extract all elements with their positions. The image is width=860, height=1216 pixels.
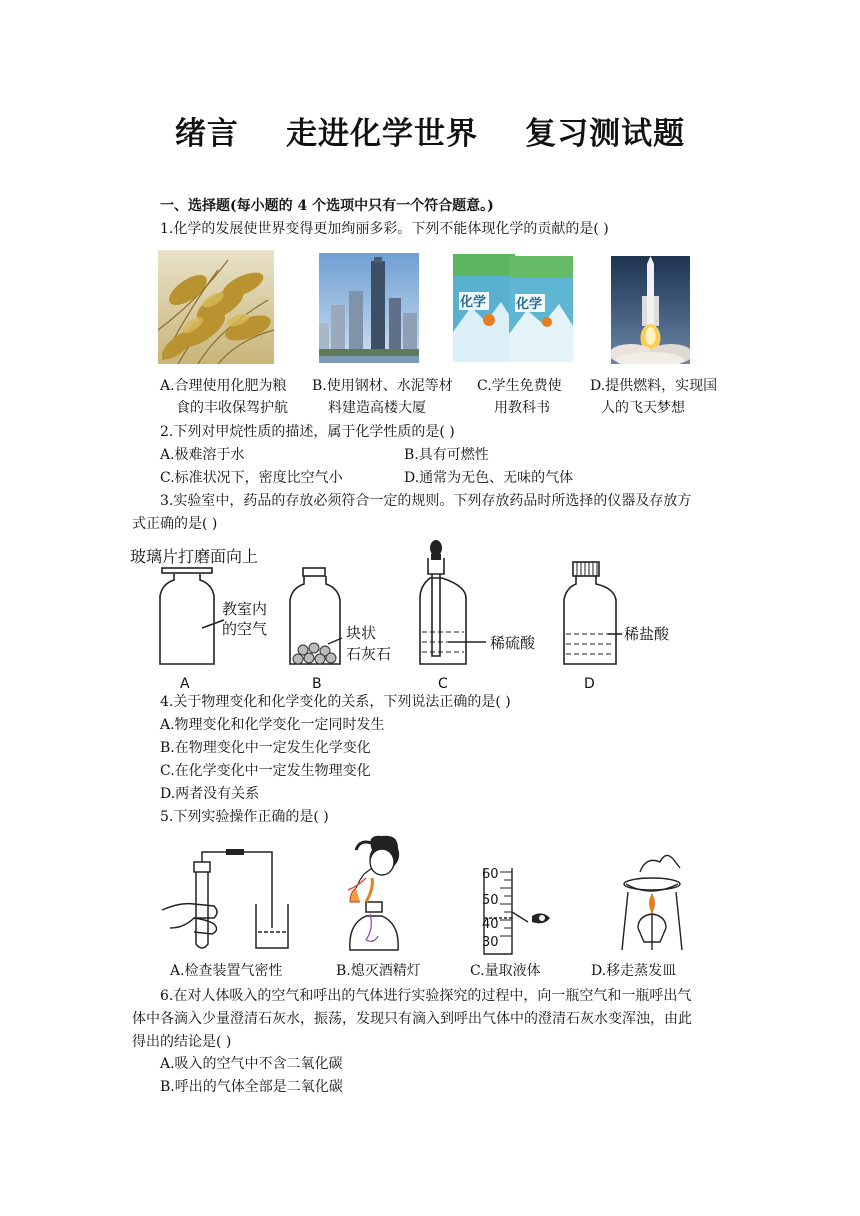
textbook-photo bbox=[451, 252, 575, 364]
q3-label-a1: 教室内 bbox=[222, 600, 268, 618]
q3-letter-b: B bbox=[312, 676, 322, 690]
section-heading: 一、选择题(每小题的 4 个选项中只有一个符合题意。) bbox=[160, 198, 494, 214]
q1-option-b-line1[interactable]: B.使用钢材、水泥等材 bbox=[312, 378, 453, 394]
q2-option-a[interactable]: A.极难溶于水 bbox=[160, 447, 245, 463]
q2-option-c[interactable]: C.标准状况下，密度比空气小 bbox=[160, 470, 343, 486]
q3-letter-c: C bbox=[438, 676, 448, 690]
q1-option-b-line2: 料建造高楼大厦 bbox=[328, 400, 426, 416]
cylinder-tick-60: 60 bbox=[482, 867, 499, 882]
q2-option-d[interactable]: D.通常为无色、无味的气体 bbox=[404, 470, 574, 486]
q3-label-b2: 石灰石 bbox=[346, 645, 392, 663]
rice-photo bbox=[158, 250, 274, 364]
q1-option-c-line2: 用教科书 bbox=[494, 400, 550, 416]
q4-option-b[interactable]: B.在物理变化中一定发生化学变化 bbox=[160, 740, 371, 756]
page-title: 绪言 走进化学世界 复习测试题 bbox=[174, 116, 686, 152]
q1-stem: 1.化学的发展使世界变得更加绚丽多彩。下列不能体现化学的贡献的是( ) bbox=[160, 221, 609, 237]
glass-plate bbox=[162, 568, 212, 573]
q3-top-label: 玻璃片打磨面向上 bbox=[130, 547, 259, 566]
q6-stem-line3: 得出的结论是( ) bbox=[132, 1034, 232, 1050]
q4-option-a[interactable]: A.物理变化和化学变化一定同时发生 bbox=[160, 717, 385, 733]
q5-option-c[interactable]: C.量取液体 bbox=[470, 963, 541, 979]
q3-letter-a: A bbox=[180, 676, 190, 690]
cylinder-tick-30: 30 bbox=[482, 935, 499, 950]
q1-option-a-line1[interactable]: A.合理使用化肥为粮 bbox=[160, 378, 287, 394]
q5-option-a[interactable]: A.检查装置气密性 bbox=[170, 963, 283, 979]
book-cover-text-1: 化学 bbox=[460, 295, 487, 310]
book-cover-text-2: 化学 bbox=[516, 297, 543, 312]
q3-letter-d: D bbox=[584, 676, 595, 690]
q5-option-d[interactable]: D.移走蒸发皿 bbox=[591, 963, 677, 979]
cylinder-tick-40: 40 bbox=[482, 917, 499, 932]
q4-stem: 4.关于物理变化和化学变化的关系，下列说法正确的是( ) bbox=[160, 694, 511, 710]
q3-label-a2: 的空气 bbox=[222, 620, 268, 638]
q6-option-b[interactable]: B.呼出的气体全部是二氧化碳 bbox=[160, 1079, 343, 1095]
q3-label-d: 稀盐酸 bbox=[624, 625, 670, 643]
q1-option-a-line2: 食的丰收保驾护航 bbox=[176, 400, 288, 416]
q1-option-d-line2: 人的飞天梦想 bbox=[601, 400, 685, 416]
q1-option-c-line1[interactable]: C.学生免费使 bbox=[477, 378, 562, 394]
skyscraper-photo bbox=[319, 253, 419, 363]
rocket-photo bbox=[611, 256, 690, 364]
q5-figure bbox=[160, 832, 700, 958]
q1-option-d-line1[interactable]: D.提供燃料，实现国 bbox=[590, 378, 718, 394]
q3-label-b1: 块状 bbox=[346, 624, 377, 642]
q4-option-d[interactable]: D.两者没有关系 bbox=[160, 786, 260, 802]
q3-label-c: 稀硫酸 bbox=[490, 634, 536, 652]
q2-stem: 2.下列对甲烷性质的描述，属于化学性质的是( ) bbox=[160, 424, 455, 440]
cylinder-tick-50: 50 bbox=[482, 893, 499, 908]
q3-figure bbox=[128, 538, 688, 690]
q6-option-a[interactable]: A.吸入的空气中不含二氧化碳 bbox=[160, 1056, 343, 1072]
airtightness-apparatus bbox=[162, 852, 288, 948]
q4-option-c[interactable]: C.在化学变化中一定发生物理变化 bbox=[160, 763, 371, 779]
q6-stem-line2: 体中各滴入少量澄清石灰水，振荡，发现只有滴入到呼出气体中的澄清石灰水变浑浊，由此 bbox=[132, 1011, 692, 1027]
q3-stem-line1: 3.实验室中，药品的存放必须符合一定的规则。下列存放药品时所选择的仪器及存放方 bbox=[160, 493, 692, 509]
q3-stem-line2: 式正确的是( ) bbox=[132, 516, 218, 532]
q6-stem-line1: 6.在对人体吸入的空气和呼出的气体进行实验探究的过程中，向一瓶空气和一瓶呼出气 bbox=[160, 988, 692, 1004]
alcohol-lamp-scene bbox=[348, 836, 399, 950]
q2-option-b[interactable]: B.具有可燃性 bbox=[404, 447, 489, 463]
q5-option-b[interactable]: B.熄灭酒精灯 bbox=[336, 963, 421, 979]
q5-stem: 5.下列实验操作正确的是( ) bbox=[160, 809, 329, 825]
